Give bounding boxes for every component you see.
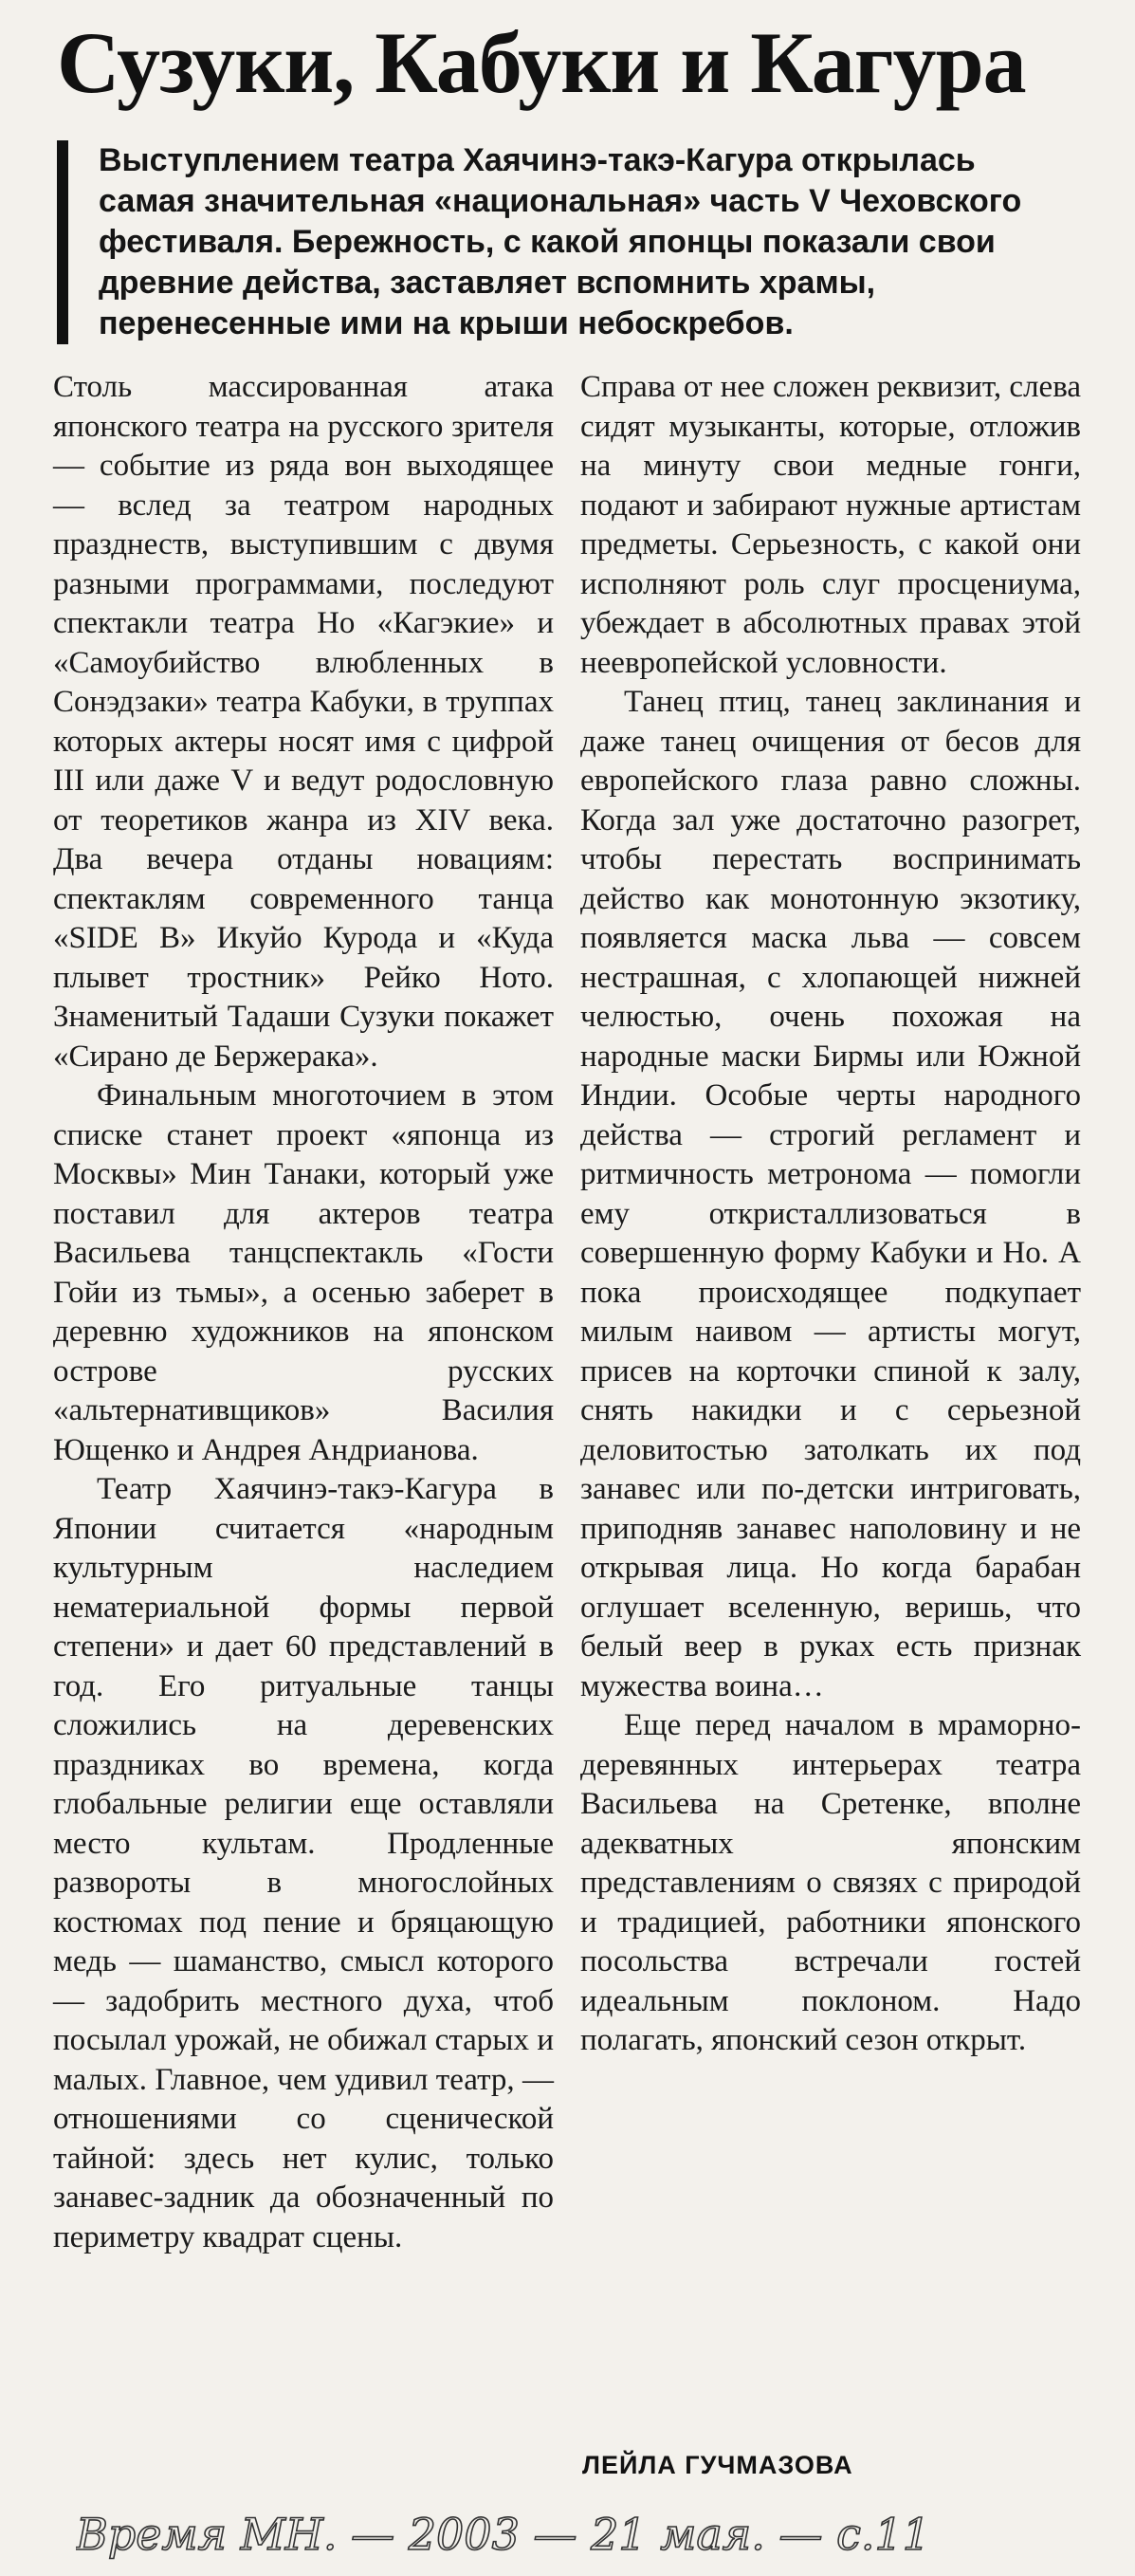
handwritten-source-note — [76, 2500, 1100, 2567]
paragraph: Театр Хаячинэ-такэ-Кагура в Японии считается «народным культурным наследием нематериальной формы первой степени» и дает 60 представлений в год. Его ритуальные танцы сложились на деревенских праздниках во времена, когда глобальные религии еще оставляли место культам. Продленные развороты в многослойных костюмах под пение и бряцающую медь — шаманство, смысл которого — задобрить местного духа, чтоб посылал урожай, не обижал старых и малых. Главное, чем удивил театр, — отношениями со сценической тайной: здесь нет кулис, только занавес-задник да обозначенный по периметру квадрат сцены. — [53, 1472, 554, 2254]
article-lead: Выступлением театра Хаячинэ-такэ-Кагура открылась самая значительная «национальная» часть V Чеховского фестиваля. Бережность, с какой японцы показали свои древние действа, заставляет вспомнить храмы, перенесенные ими на крыши небоскребов. — [57, 140, 1043, 344]
author-byline: ЛЕЙЛА ГУЧМАЗОВА — [582, 2451, 853, 2479]
handwritten-note-svg — [76, 2500, 1100, 2567]
paragraph: Финальным многоточием в этом списке станет проект «японца из Москвы» Мин Танаки, который уже поставил для актеров театра Васильева танцспектакль «Гости Гойи из тьмы», а осенью заберет в деревню художников на японском острове русских «альтернативщиков» Василия Ющенко и Андрея Андрианова. — [53, 1078, 554, 1467]
paragraph: Еще перед началом в мраморно-деревянных интерьерах театра Васильева на Сретенке, вполне адекватных японским представлениям о связях с природой и традицией, работники японского посольства встречали гостей идеальным поклоном. Надо полагать, японский сезон открыт. — [580, 1708, 1081, 2057]
right-column — [580, 368, 1081, 2257]
paragraph: Столь массированная атака японского театра на русского зрителя — событие из ряда вон выходящее — вслед за театром народных празднеств, выступившим с двумя разными программами, последуют спектакли театра Но «Кагэкие» и «Самоубийство влюбленных в Сонэдзаки» театра Кабуки, в труппах которых актеры носят имя с цифрой III или даже V и ведут родословную от теоретиков жанра из XIV века. Два вечера отданы новациям: спектаклям современного танца «SIDE B» Икуйо Курода и «Куда плывет тростник» Рейко Ното. Знаменитый Тадаши Сузуки покажет «Сирано де Бержерака». — [53, 370, 554, 1074]
article-headline: Сузуки, Кабуки и Кагура — [57, 14, 1026, 111]
paragraph: Танец птиц, танец заклинания и даже танец очищения от бесов для европейского глаза равно сложны. Когда зал уже достаточно разогрет, чтобы перестать воспринимать действо как монотонную экзотику, появляется маска льва — совсем нестрашная, с хлопающей нижней челюстью, очень похожая на народные маски Бирмы или Южной Индии. Особые черты народного действа — строгий регламент и ритмичность метронома — помогли ему откристаллизоваться в совершенную форму Кабуки и Но. А пока происходящее подкупает милым наивом — артисты могут, присев на корточки спиной к залу, снять накидки и с серьезной деловитостью затолкать их под занавес или по-детски интриговать, приподняв занавес наполовину и не открывая лица. Но когда барабан оглушает вселенную, веришь, что белый веер в руках есть признак мужества воина… — [580, 685, 1081, 1703]
left-column — [53, 368, 554, 2257]
paragraph: Справа от нее сложен реквизит, слева сидят музыканты, которые, отложив на минуту свои медные гонги, подают и забирают нужные артистам предметы. Серьезность, с какой они исполняют роль слуг просцениума, убеждает в абсолютных правах этой неевропейской условности. — [580, 370, 1081, 680]
handwritten-note-text: Время МН. — 2003 — 21 мая. — с.11 — [76, 2509, 931, 2560]
article-body — [53, 368, 1082, 2257]
